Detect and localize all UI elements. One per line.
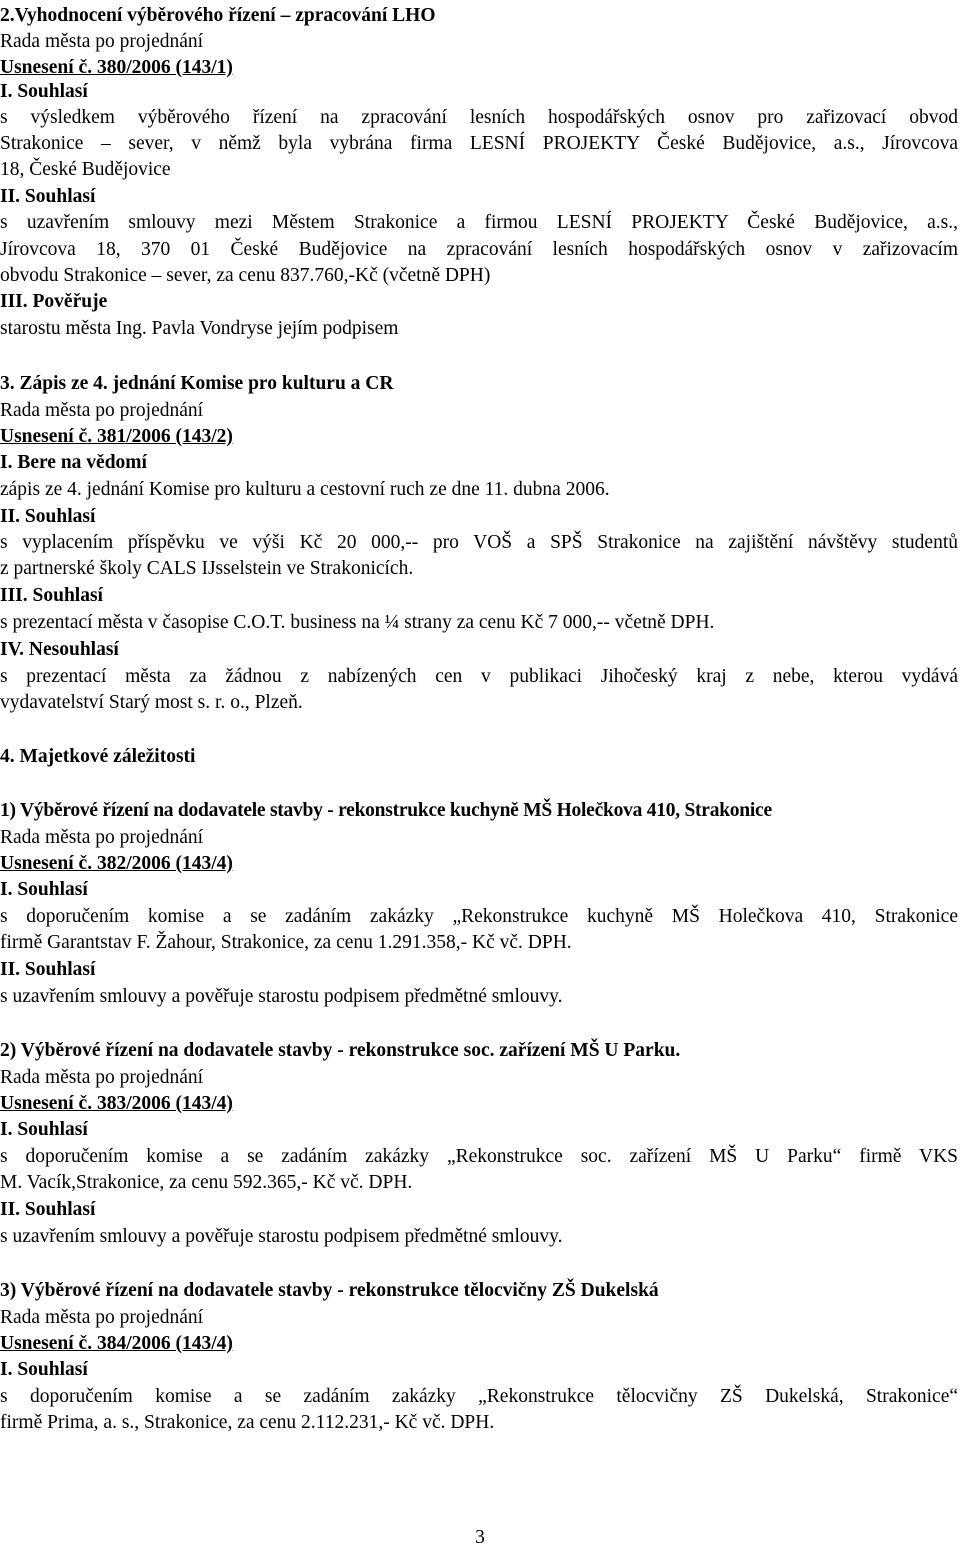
- item-label: I. Souhlasí: [0, 1119, 88, 1140]
- council-line: Rada města po projednání: [0, 31, 204, 52]
- council-line: Rada města po projednání: [0, 400, 204, 421]
- item-text-line: s doporučením komise a se zadáním zakázky „Rekonstrukce kuchyně MŠ Holečkova 410, Strakonice: [0, 906, 958, 927]
- item-label: II. Souhlasí: [0, 186, 96, 207]
- page-number: 3: [475, 1527, 485, 1548]
- item-text-line: s výsledkem výběrového řízení na zpracování lesních hospodářských osnov pro zařizovací obvod: [0, 107, 958, 128]
- item-label: II. Souhlasí: [0, 959, 96, 980]
- item-text-line: starostu města Ing. Pavla Vondryse jejím podpisem: [0, 318, 399, 339]
- section-heading: 4. Majetkové záležitosti: [0, 746, 196, 767]
- item-text-line: s uzavřením smlouvy mezi Městem Strakonice a firmou LESNÍ PROJEKTY České Budějovice, a.s.,: [0, 212, 958, 233]
- resolution-number: Usnesení č. 381/2006 (143/2): [0, 426, 233, 447]
- item-text-line: s uzavřením smlouvy a pověřuje starostu podpisem předmětné smlouvy.: [0, 986, 563, 1007]
- section-heading: 3. Zápis ze 4. jednání Komise pro kulturu a CR: [0, 373, 394, 394]
- item-text-line: s prezentací města v časopise C.O.T. business na ¼ strany za cenu Kč 7 000,-- včetně DPH.: [0, 612, 715, 633]
- item-text-line: Jírovcova 18, 370 01 České Budějovice na zpracování lesních hospodářských osnov v zařizovacím: [0, 239, 958, 260]
- item-label: I. Bere na vědomí: [0, 452, 147, 473]
- item-text-line: firmě Prima, a. s., Strakonice, za cenu 2.112.231,- Kč vč. DPH.: [0, 1412, 495, 1433]
- item-text-line: s uzavřením smlouvy a pověřuje starostu podpisem předmětné smlouvy.: [0, 1226, 563, 1247]
- item-text-line: z partnerské školy CALS IJsselstein ve Strakonicích.: [0, 558, 414, 579]
- item-label: I. Souhlasí: [0, 81, 88, 102]
- item-label: II. Souhlasí: [0, 1199, 96, 1220]
- subsection-heading: 1) Výběrové řízení na dodavatele stavby - rekonstrukce kuchyně MŠ Holečkova 410, Strakonice: [0, 800, 772, 821]
- item-label: III. Souhlasí: [0, 585, 103, 606]
- item-text-line: zápis ze 4. jednání Komise pro kulturu a cestovní ruch ze dne 11. dubna 2006.: [0, 479, 610, 500]
- item-text-line: 18, České Budějovice: [0, 159, 171, 180]
- section-heading: 2.Vyhodnocení výběrového řízení – zpracování LHO: [0, 5, 436, 26]
- item-text-line: Strakonice – sever, v němž byla vybrána firma LESNÍ PROJEKTY České Budějovice, a.s., Jírovcova: [0, 133, 958, 154]
- item-text-line: s vyplacením příspěvku ve výši Kč 20 000,-- pro VOŠ a SPŠ Strakonice na zajištění návštěvy studentů: [0, 532, 958, 553]
- subsection-heading: 2) Výběrové řízení na dodavatele stavby - rekonstrukce soc. zařízení MŠ U Parku.: [0, 1040, 681, 1061]
- subsection-heading: 3) Výběrové řízení na dodavatele stavby - rekonstrukce tělocvičny ZŠ Dukelská: [0, 1280, 659, 1301]
- item-label: III. Pověřuje: [0, 291, 108, 312]
- item-label: II. Souhlasí: [0, 506, 96, 527]
- item-text-line: firmě Garantstav F. Žahour, Strakonice, za cenu 1.291.358,- Kč vč. DPH.: [0, 932, 572, 953]
- item-label: I. Souhlasí: [0, 1359, 88, 1380]
- item-text-line: s doporučením komise a se zadáním zakázky „Rekonstrukce tělocvičny ZŠ Dukelská, Strakonice“: [0, 1386, 958, 1407]
- resolution-number: Usnesení č. 384/2006 (143/4): [0, 1333, 233, 1354]
- resolution-number: Usnesení č. 380/2006 (143/1): [0, 57, 233, 78]
- council-line: Rada města po projednání: [0, 1307, 204, 1328]
- item-text-line: s doporučením komise a se zadáním zakázky „Rekonstrukce soc. zařízení MŠ U Parku“ firmě VKS: [0, 1146, 958, 1167]
- item-text-line: obvodu Strakonice – sever, za cenu 837.760,-Kč (včetně DPH): [0, 265, 491, 286]
- item-text-line: M. Vacík,Strakonice, za cenu 592.365,- Kč vč. DPH.: [0, 1172, 413, 1193]
- council-line: Rada města po projednání: [0, 827, 204, 848]
- item-text-line: vydavatelství Starý most s. r. o., Plzeň.: [0, 692, 303, 713]
- resolution-number: Usnesení č. 382/2006 (143/4): [0, 853, 233, 874]
- resolution-number: Usnesení č. 383/2006 (143/4): [0, 1093, 233, 1114]
- item-label: IV. Nesouhlasí: [0, 639, 119, 660]
- item-text-line: s prezentací města za žádnou z nabízených cen v publikaci Jihočeský kraj z nebe, kterou vydává: [0, 666, 958, 687]
- council-line: Rada města po projednání: [0, 1067, 204, 1088]
- item-label: I. Souhlasí: [0, 879, 88, 900]
